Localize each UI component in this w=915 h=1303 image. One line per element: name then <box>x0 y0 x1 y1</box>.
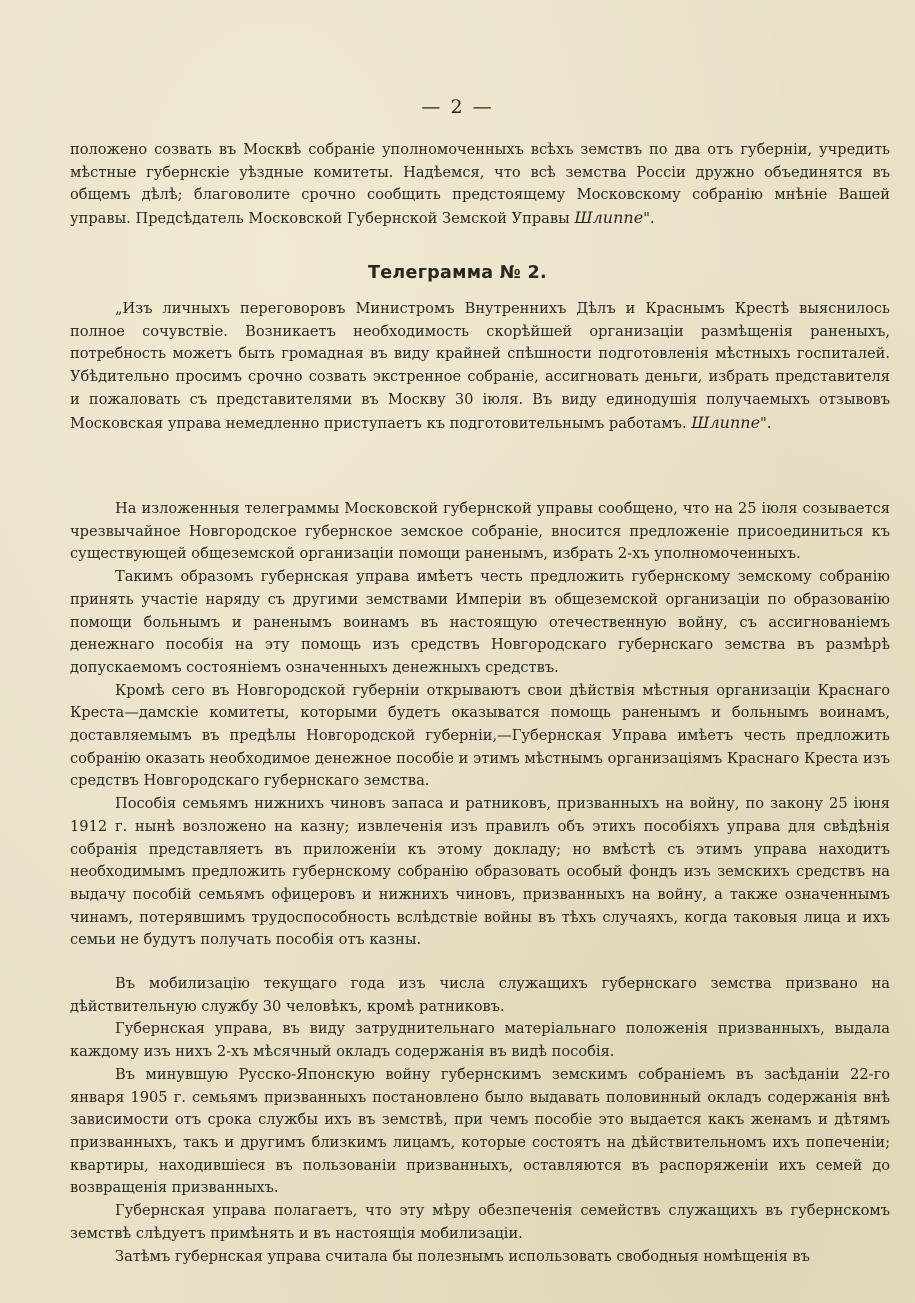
paragraph: На изложенныя телеграммы Московской губернской управы сообщено, что на 25 іюля созывается чрезвычайное Новгородское губернское земское собраніе, вносится предложеніе присоединиться къ существующей общеземской организаціи помощи раненымъ, избрать 2-хъ уполномоченныхъ. <box>70 500 890 563</box>
telegram-2-signature: Шлиппе <box>691 412 761 432</box>
telegram-1-text <box>70 139 890 231</box>
telegram-2-body: „Изъ личныхъ переговоровъ Министромъ Внутреннихъ Дѣлъ и Краснымъ Крестѣ выяснилось полное сочувствіе. Возникаетъ необходимость скорѣйшей организаціи размѣщенія раненыхъ, потребность можетъ быть громадная въ виду крайней спѣшности подготовленія мѣстныхъ госпиталей. Убѣдительно просимъ срочно созвать экстренное собраніе, ассигновать деньги, избрать представителя и пожаловать съ представителями въ Москву 30 іюля. Въ виду единодушія получаемыхъ отзывовъ Московская управа немедленно приступаетъ къ подготовительнымъ работамъ. <box>70 300 890 432</box>
telegram-1-signature: Шлиппе <box>574 208 644 228</box>
paragraph: Въ мобилизацію текущаго года изъ числа служащихъ губернскаго земства призвано на дѣйствительную службу 30 человѣкъ, кромѣ ратниковъ. <box>70 975 890 1015</box>
paragraph-gap <box>70 952 890 973</box>
telegram-2-text <box>70 298 890 435</box>
report-body <box>70 498 890 1268</box>
telegram-1-continuation <box>70 139 890 231</box>
paragraph: Губернская управа полагаетъ, что эту мѣру обезпеченія семействъ служащихъ въ губернскомъ земствѣ слѣдуетъ примѣнять и въ настоящія мобилизаціи. <box>70 1202 890 1242</box>
paragraph: Кромѣ сего въ Новгородской губерніи открываютъ свои дѣйствія мѣстныя организаціи Краснаго Креста—дамскіе комитеты, которыми будетъ оказыватся помощь раненымъ и больнымъ воинамъ, доставляемымъ въ предѣлы Новгородской губерніи,—Губернская Управа имѣетъ честь предложить собранію оказать необходимое денежное пособіе и этимъ мѣстнымъ организаціямъ Краснаго Креста изъ средствъ Новгородскаго губернскаго земства. <box>70 681 890 790</box>
paragraph: Пособія семьямъ нижнихъ чиновъ запаса и ратниковъ, призванныхъ на войну, по закону 25 іюня 1912 г. нынѣ возложено на казну; извлеченія изъ правилъ объ этихъ пособіяхъ управа для свѣдѣнія собранія представляетъ въ приложеніи къ этому докладу; но вмѣстѣ съ этимъ управа находитъ необходимымъ предложить губернскому собранію образовать особый фондъ изъ земскихъ средствъ на выдачу пособій семьямъ офицеровъ и нижнихъ чиновъ, призванныхъ на войну, а также означеннымъ чинамъ, потерявшимъ трудоспособность вслѣдствіе войны въ тѣхъ случаяхъ, когда таковыя лица и ихъ семьи не будутъ получать пособія отъ казны. <box>70 795 890 949</box>
telegram-2 <box>70 298 890 435</box>
telegram-2-heading: Телеграмма № 2. <box>368 263 547 283</box>
telegram-2-closing: ". <box>760 414 772 432</box>
paragraph: Губернская управа, въ виду затруднительнаго матеріальнаго положенія призванныхъ, выдала каждому изъ нихъ 2-хъ мѣсячный окладъ содержанія въ видѣ пособія. <box>70 1020 890 1061</box>
page-number: — 2 — <box>421 96 494 118</box>
paragraph: Такимъ образомъ губернская управа имѣетъ честь предложить губернскому земскому собранію принять участіе наряду съ другими земствами Имперіи въ общеземской организаціи по образованію помощи больнымъ и раненымъ воинамъ въ настоящую отечественную войну, съ ассигнованіемъ денежнаго пособія на эту помощь изъ средствъ Новгородскаго губернскаго земства въ размѣрѣ допускаемомъ состояніемъ означенныхъ денежныхъ средствъ. <box>70 568 890 676</box>
telegram-1-closing: ". <box>643 210 655 228</box>
paragraph: Въ минувшую Русско-Японскую войну губернскимъ земскимъ собраніемъ въ засѣданіи 22-го января 1905 г. семьямъ призванныхъ постановлено было выдавать половинный окладъ содержанія внѣ зависимости отъ срока службы ихъ въ земствѣ, при чемъ пособіе это выдается какъ женамъ и дѣтямъ призванныхъ, такъ и другимъ близкимъ лицамъ, которые состоятъ на дѣйствительномъ ихъ попеченіи; квартиры, находившіеся въ пользованіи призванныхъ, оставляются въ распоряженіи ихъ семей до возвращенія призванныхъ. <box>70 1065 890 1197</box>
paragraph: Затѣмъ губернская управа считала бы полезнымъ использовать свободныя номѣщенія въ <box>115 1247 810 1265</box>
telegram-1-body: положено созвать въ Москвѣ собраніе уполномоченныхъ всѣхъ земствъ по два отъ губерніи, учредить мѣстные губернскіе уѣздные комитеты. Надѣемся, что всѣ земства Россіи дружно объединятся въ общемъ дѣлѣ; благоволите срочно сообщить предстоящему Московскому собранію мнѣніе Вашей управы. Предсѣдатель Московской Губернской Земской Управы <box>70 141 890 228</box>
